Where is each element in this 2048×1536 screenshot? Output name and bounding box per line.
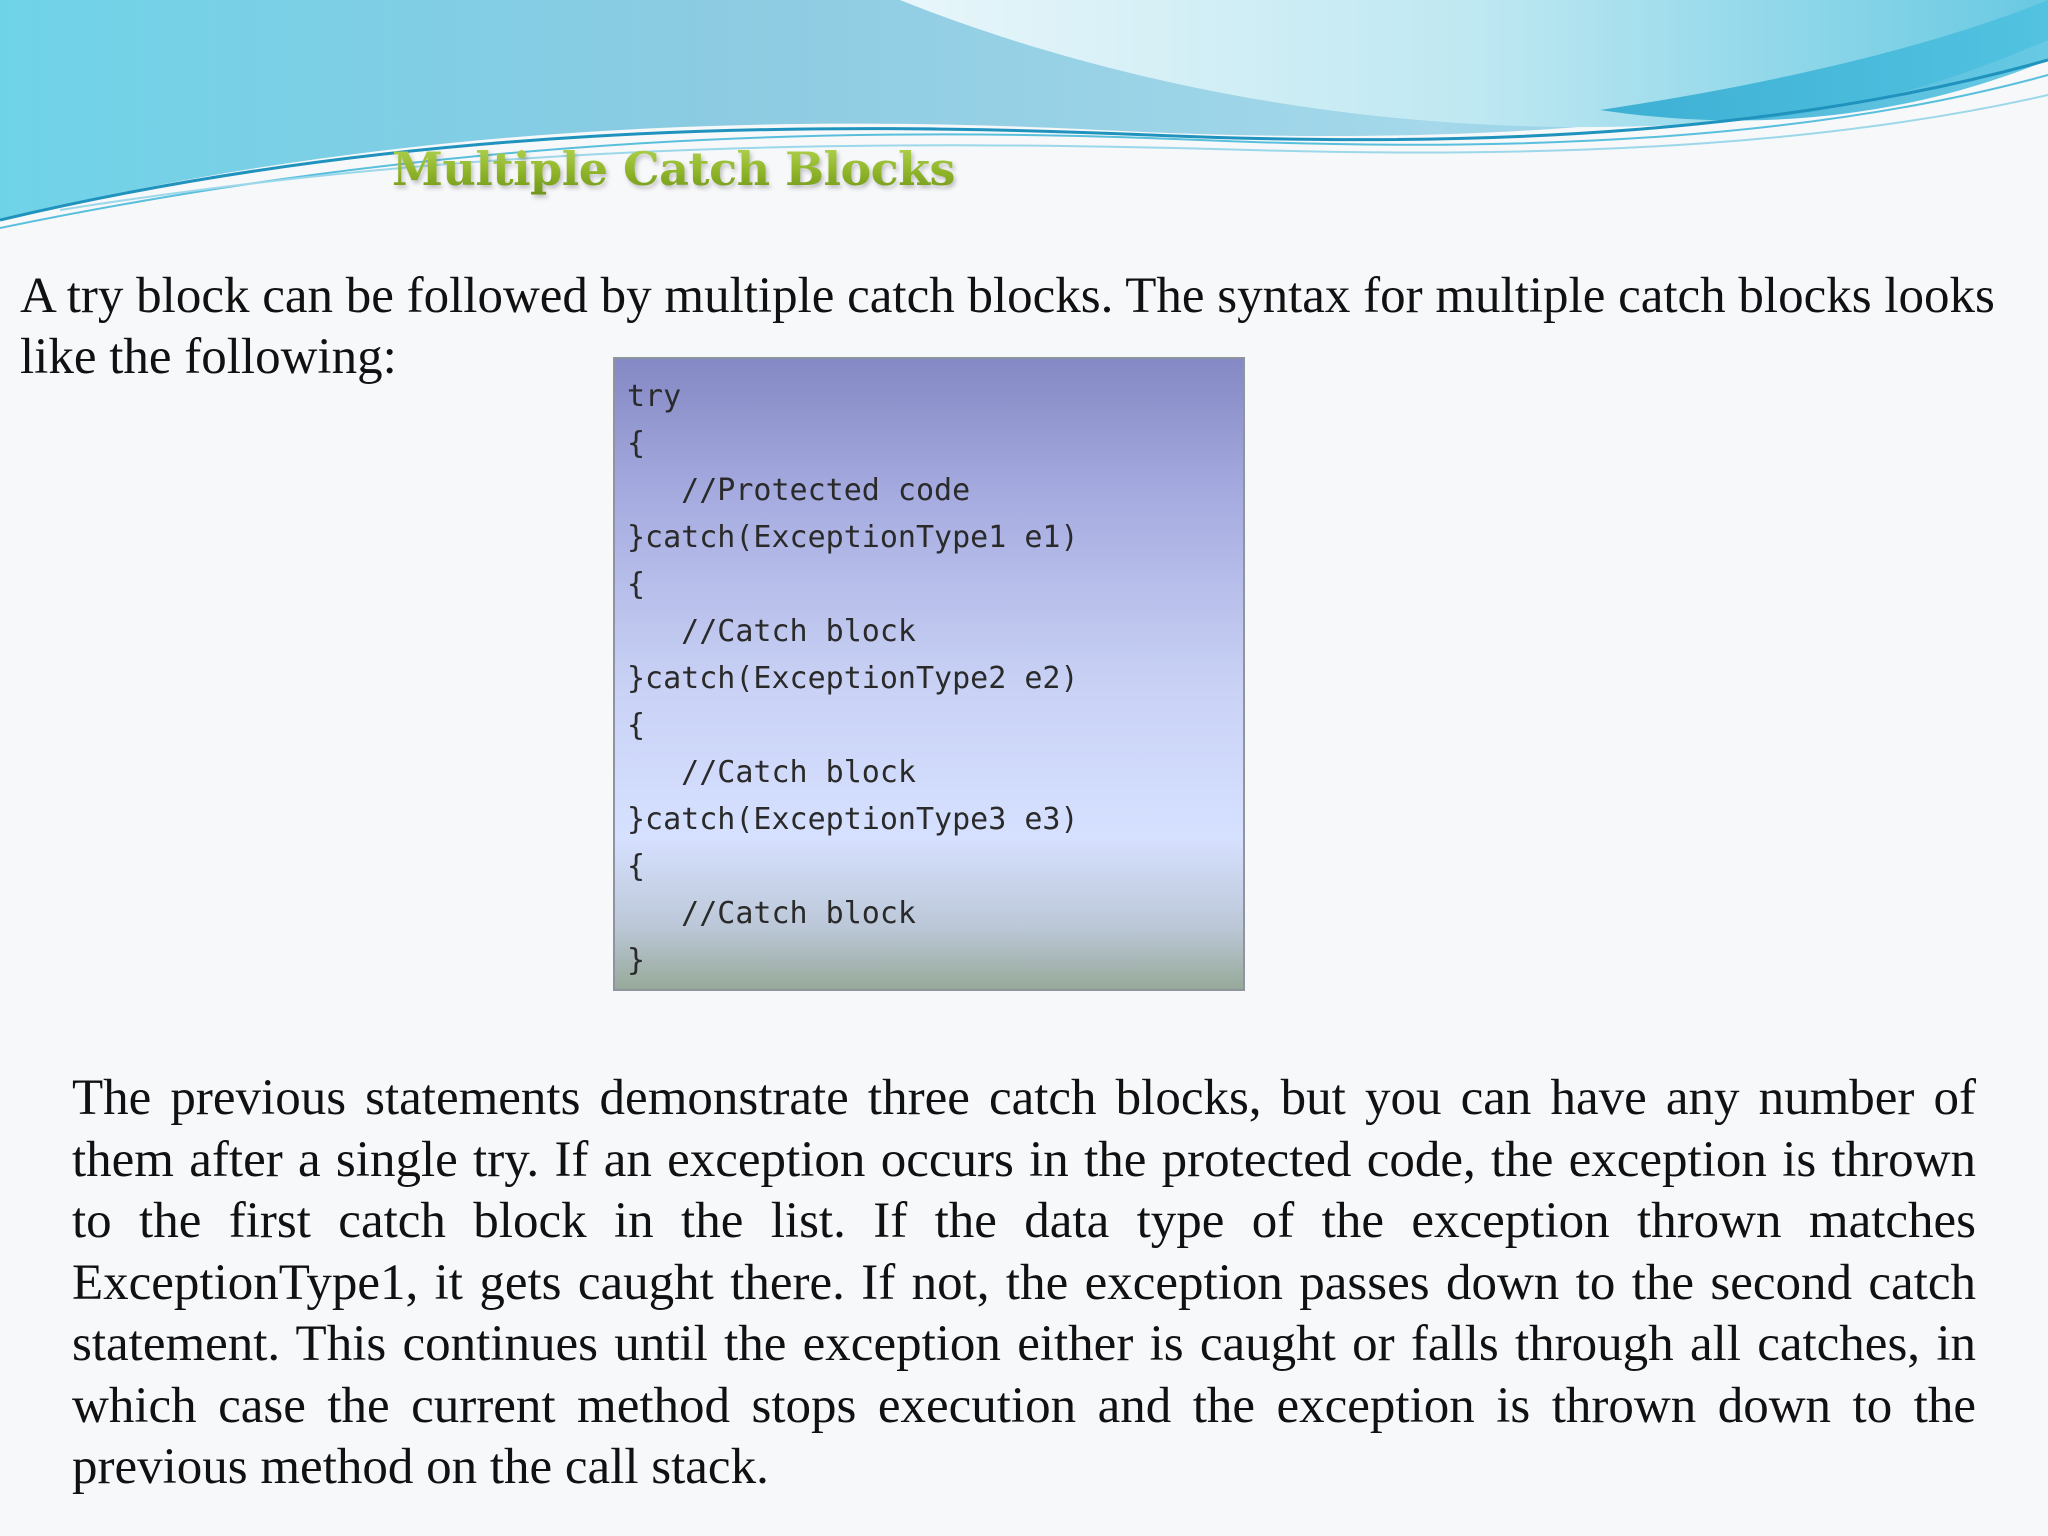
code-line: } — [627, 943, 646, 978]
code-line: try — [627, 379, 682, 414]
code-line: { — [627, 708, 646, 743]
slide-title: Multiple Catch Blocks — [392, 142, 955, 196]
explanation-paragraph: The previous statements demonstrate three catch blocks, but you can have any number of them after a single try. If an exception occurs in the protected code, the exception is thrown to the first catch block in the list. If the data type of the exception thrown matches ExceptionType1, it gets caught there. If not, the exception passes down to the second catch statement. This continues until the exception either is caught or falls through all catches, in which case the current method stops execution and the exception is thrown down to the previous method on the call stack. — [72, 1070, 1976, 1495]
code-line: //Catch block — [627, 755, 916, 790]
code-line: }catch(ExceptionType1 e1) — [627, 520, 1079, 555]
code-line: //Protected code — [627, 473, 971, 508]
code-line: }catch(ExceptionType2 e2) — [627, 661, 1079, 696]
code-line: { — [627, 426, 646, 461]
code-line: //Catch block — [627, 896, 916, 931]
code-line: }catch(ExceptionType3 e3) — [627, 802, 1079, 837]
code-block — [613, 357, 1245, 991]
header-wave-decoration — [0, 0, 2048, 240]
code-line: { — [627, 567, 646, 602]
code-line: //Catch block — [627, 614, 916, 649]
code-line: { — [627, 849, 646, 884]
intro-paragraph: A try block can be followed by multiple catch blocks. The syntax for multiple catch blocks looks like the following: — [20, 268, 1995, 385]
